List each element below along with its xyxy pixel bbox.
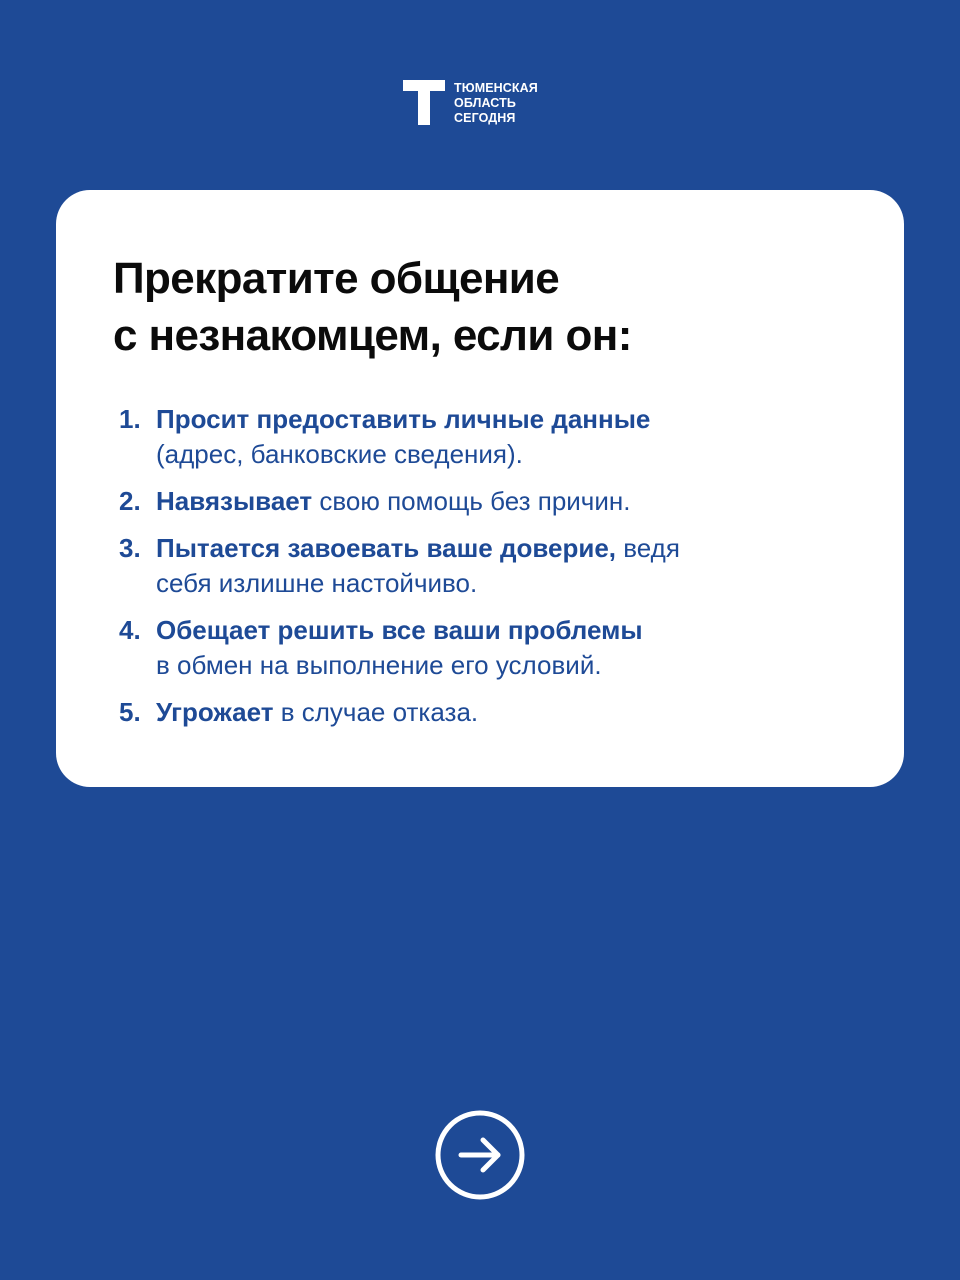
- brand-name-line-2: ОБЛАСТЬ: [454, 96, 516, 110]
- item-text: [156, 531, 680, 601]
- item-second-line: (адрес, банковские сведения).: [156, 439, 523, 469]
- brand-name-line-1: ТЮМЕНСКАЯ: [454, 81, 538, 95]
- item-highlight: Обещает решить все ваши проблемы: [156, 615, 643, 645]
- title-line-2: с незнакомцем, если он:: [113, 311, 632, 360]
- item-number: 2.: [119, 486, 141, 516]
- item-text: [156, 695, 478, 730]
- item-highlight: Навязывает: [156, 486, 313, 516]
- brand-logo: [403, 80, 538, 126]
- item-highlight: Угрожает: [156, 697, 274, 727]
- next-slide-button[interactable]: [435, 1110, 525, 1200]
- list-item-5: [119, 695, 680, 730]
- item-text: [156, 402, 650, 472]
- item-text: [156, 484, 630, 519]
- item-number: 5.: [119, 697, 141, 727]
- item-number: 4.: [119, 615, 141, 645]
- item-number: 1.: [119, 404, 141, 434]
- list-item-3: [119, 531, 680, 601]
- arrow-right-circle-icon: [435, 1110, 525, 1200]
- list-item-2: [119, 484, 680, 519]
- item-number: 3.: [119, 533, 141, 563]
- brand-name-line-3: СЕГОДНЯ: [454, 111, 516, 125]
- list-item-4: [119, 613, 680, 683]
- item-rest: свою помощь без причин.: [312, 486, 631, 516]
- item-highlight: Просит предоставить личные данные: [156, 404, 651, 434]
- list-item-1: [119, 402, 680, 472]
- title-line-1: Прекратите общение: [113, 254, 560, 303]
- item-second-line: в обмен на выполнение его условий.: [156, 650, 602, 680]
- page-title: [113, 250, 632, 364]
- t-logo-icon: [403, 80, 445, 125]
- item-rest: в случае отказа.: [273, 697, 479, 727]
- brand-name: [454, 81, 538, 126]
- item-second-line: себя излишне настойчиво.: [156, 568, 478, 598]
- content-card: [56, 190, 904, 787]
- item-highlight: Пытается завоевать ваше доверие,: [156, 533, 617, 563]
- warning-list: [119, 402, 680, 742]
- item-text: [156, 613, 643, 683]
- item-rest: ведя: [616, 533, 680, 563]
